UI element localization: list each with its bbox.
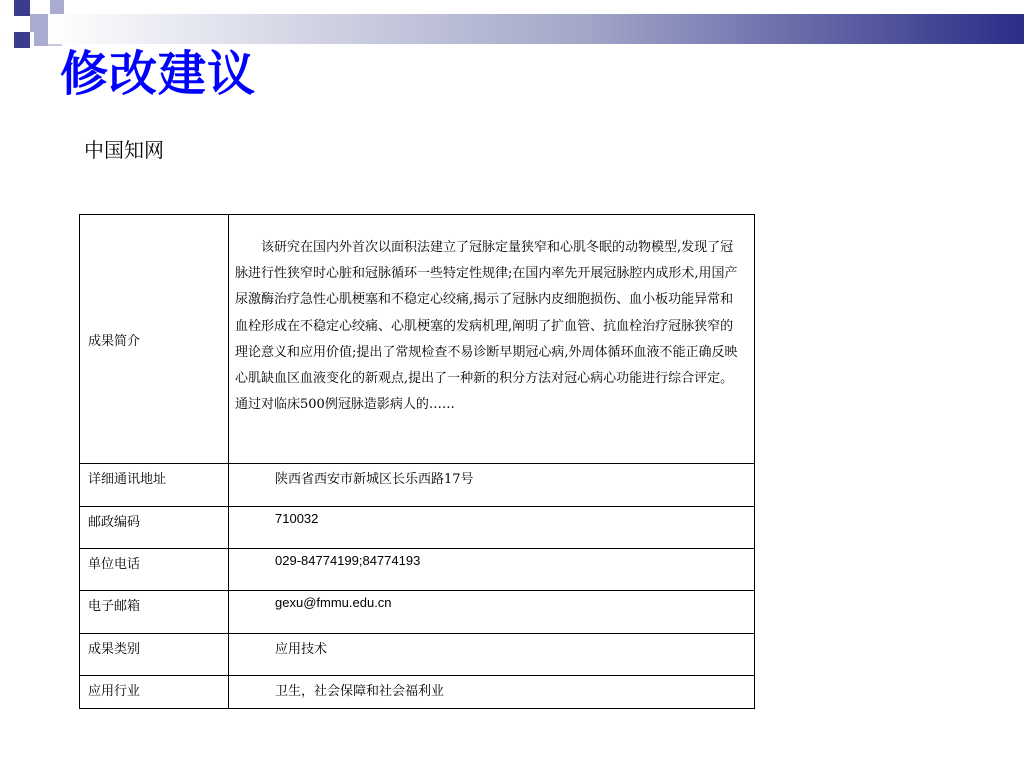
table-row xyxy=(80,634,755,676)
phone-value: 029-84774199;84774193 xyxy=(229,549,755,591)
corner-square-light-1 xyxy=(50,0,64,14)
corner-square-light-3 xyxy=(34,32,48,46)
table-row xyxy=(80,591,755,634)
category-value: 应用技术 xyxy=(229,634,755,676)
row-label: 成果简介 xyxy=(80,215,229,464)
row-label: 邮政编码 xyxy=(80,507,229,549)
table-row xyxy=(80,464,755,507)
table-row xyxy=(80,215,755,464)
corner-square-dark-1 xyxy=(14,0,30,16)
row-label: 详细通讯地址 xyxy=(80,464,229,507)
header-gradient-band xyxy=(48,14,1024,44)
table-row xyxy=(80,676,755,709)
corner-square-dark-3 xyxy=(14,32,30,48)
row-label: 电子邮箱 xyxy=(80,591,229,634)
table-row xyxy=(80,549,755,591)
row-label: 应用行业 xyxy=(80,676,229,709)
corner-square-light-2 xyxy=(30,14,48,32)
info-table xyxy=(79,214,755,709)
slide-title: 修改建议 xyxy=(60,46,257,102)
industry-value: 卫生，社会保障和社会福利业 xyxy=(229,676,755,709)
address-value: 陕西省西安市新城区长乐西路17号 xyxy=(229,464,755,507)
table-row xyxy=(80,507,755,549)
email-value: gexu@fmmu.edu.cn xyxy=(229,591,755,634)
summary-text: 该研究在国内外首次以面积法建立了冠脉定量狭窄和心肌冬眠的动物模型,发现了冠脉进行性狭窄时心脏和冠脉循环一些特定性规律;在国内率先开展冠脉腔内成形术,用国产尿激酶治疗急性心肌梗塞和不稳定心绞痛,揭示了冠脉内皮细胞损伤、血小板功能异常和血栓形成在不稳定心绞痛、心肌梗塞的发病机理,阐明了扩血管、抗血栓治疗冠脉狭窄的理论意义和应用价值;提出了常规检查不易诊断早期冠心病,外周体循环血液不能正确反映心肌缺血区血液变化的新观点,提出了一种新的积分方法对冠心病心功能进行综合评定。通过对临床500例冠脉造影病人的…… xyxy=(229,215,755,464)
row-label: 成果类别 xyxy=(80,634,229,676)
row-label: 单位电话 xyxy=(80,549,229,591)
postcode-value: 710032 xyxy=(229,507,755,549)
slide-subtitle: 中国知网 xyxy=(84,138,164,162)
